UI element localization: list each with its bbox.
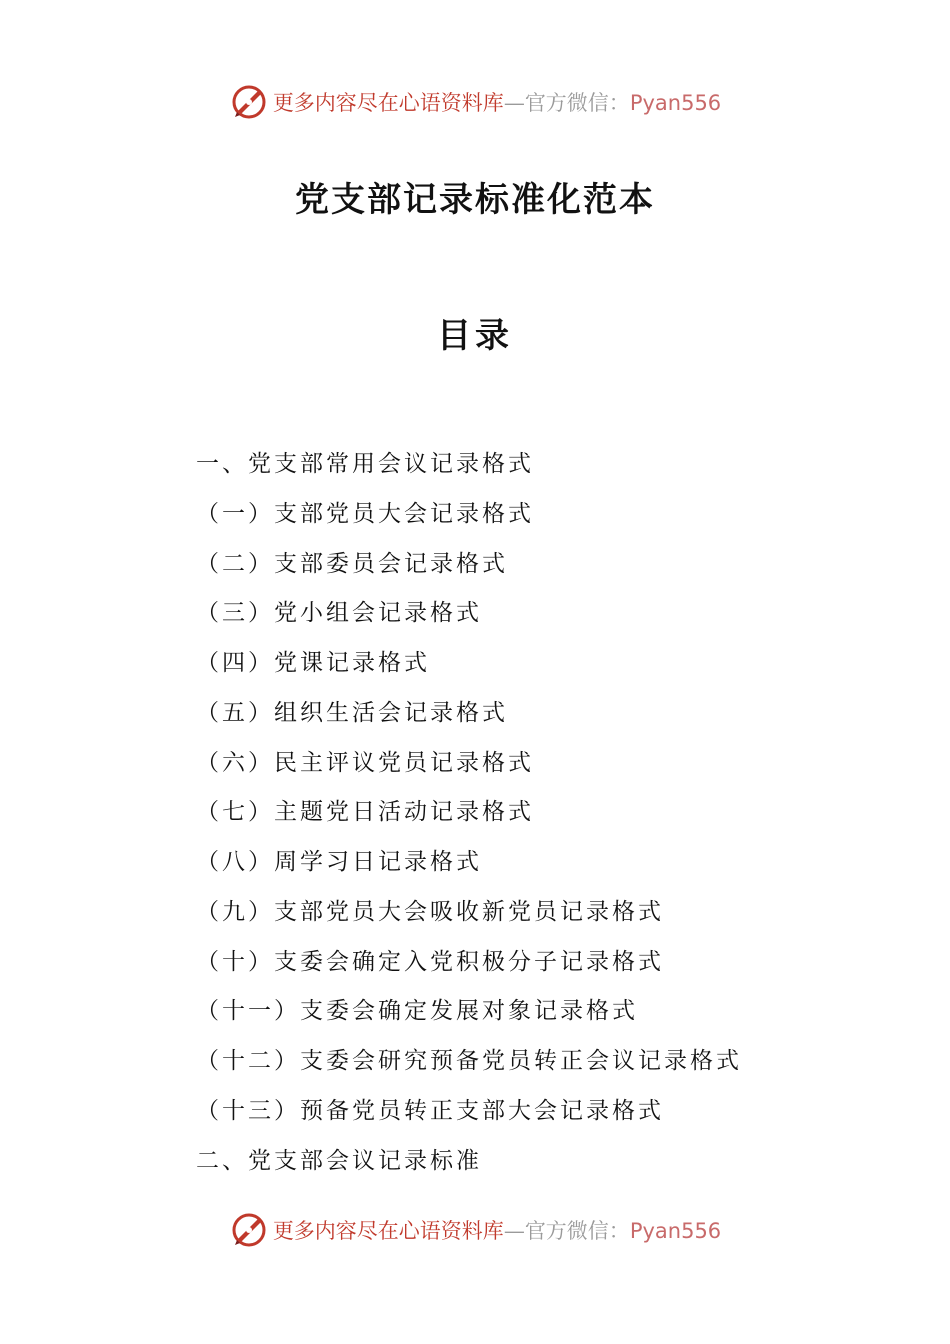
header-banner: [0, 80, 950, 124]
toc-item: （二）支部委员会记录格式: [196, 550, 508, 577]
toc-list: [196, 440, 896, 1186]
banner-separator: —: [503, 91, 525, 115]
toc-item: （十）支委会确定入党积极分子记录格式: [196, 948, 664, 975]
toc-heading: 目录: [437, 316, 513, 356]
toc-item: （六）民主评议党员记录格式: [196, 749, 534, 776]
toc-item: （三）党小组会记录格式: [196, 600, 482, 627]
banner-official-label: 官方微信：: [524, 91, 630, 115]
toc-item: （八）周学习日记录格式: [196, 849, 482, 875]
banner-separator: —: [503, 1219, 525, 1243]
toc-item: （五）组织生活会记录格式: [196, 699, 508, 726]
banner-main-text: 更多内容尽在心语资料库: [272, 1219, 504, 1243]
banner-text: [273, 87, 721, 117]
banner-wechat-id: Pyan556: [629, 1219, 722, 1243]
toc-item: 二、党支部会议记录标准: [196, 1147, 482, 1174]
toc-item: （一）支部党员大会记录格式: [196, 500, 534, 527]
toc-item: （九）支部党员大会吸收新党员记录格式: [196, 898, 664, 925]
document-title: 党支部记录标准化范本: [295, 180, 655, 220]
toc-item: （七）主题党日活动记录格式: [196, 799, 534, 826]
pen-circle-logo-icon: [229, 1210, 269, 1250]
footer-banner: [0, 1208, 950, 1252]
banner-wechat-id: Pyan556: [629, 91, 722, 115]
toc-item: （四）党课记录格式: [196, 650, 430, 676]
toc-item: 一、党支部常用会议记录格式: [196, 451, 534, 477]
banner-main-text: 更多内容尽在心语资料库: [272, 91, 504, 115]
toc-item: （十一）支委会确定发展对象记录格式: [196, 998, 638, 1025]
banner-text: [273, 1215, 721, 1245]
banner-official-label: 官方微信：: [524, 1219, 630, 1243]
pen-circle-logo-icon: [229, 82, 269, 122]
toc-item: （十二）支委会研究预备党员转正会议记录格式: [196, 1048, 742, 1074]
toc-item: （十三）预备党员转正支部大会记录格式: [196, 1097, 664, 1124]
